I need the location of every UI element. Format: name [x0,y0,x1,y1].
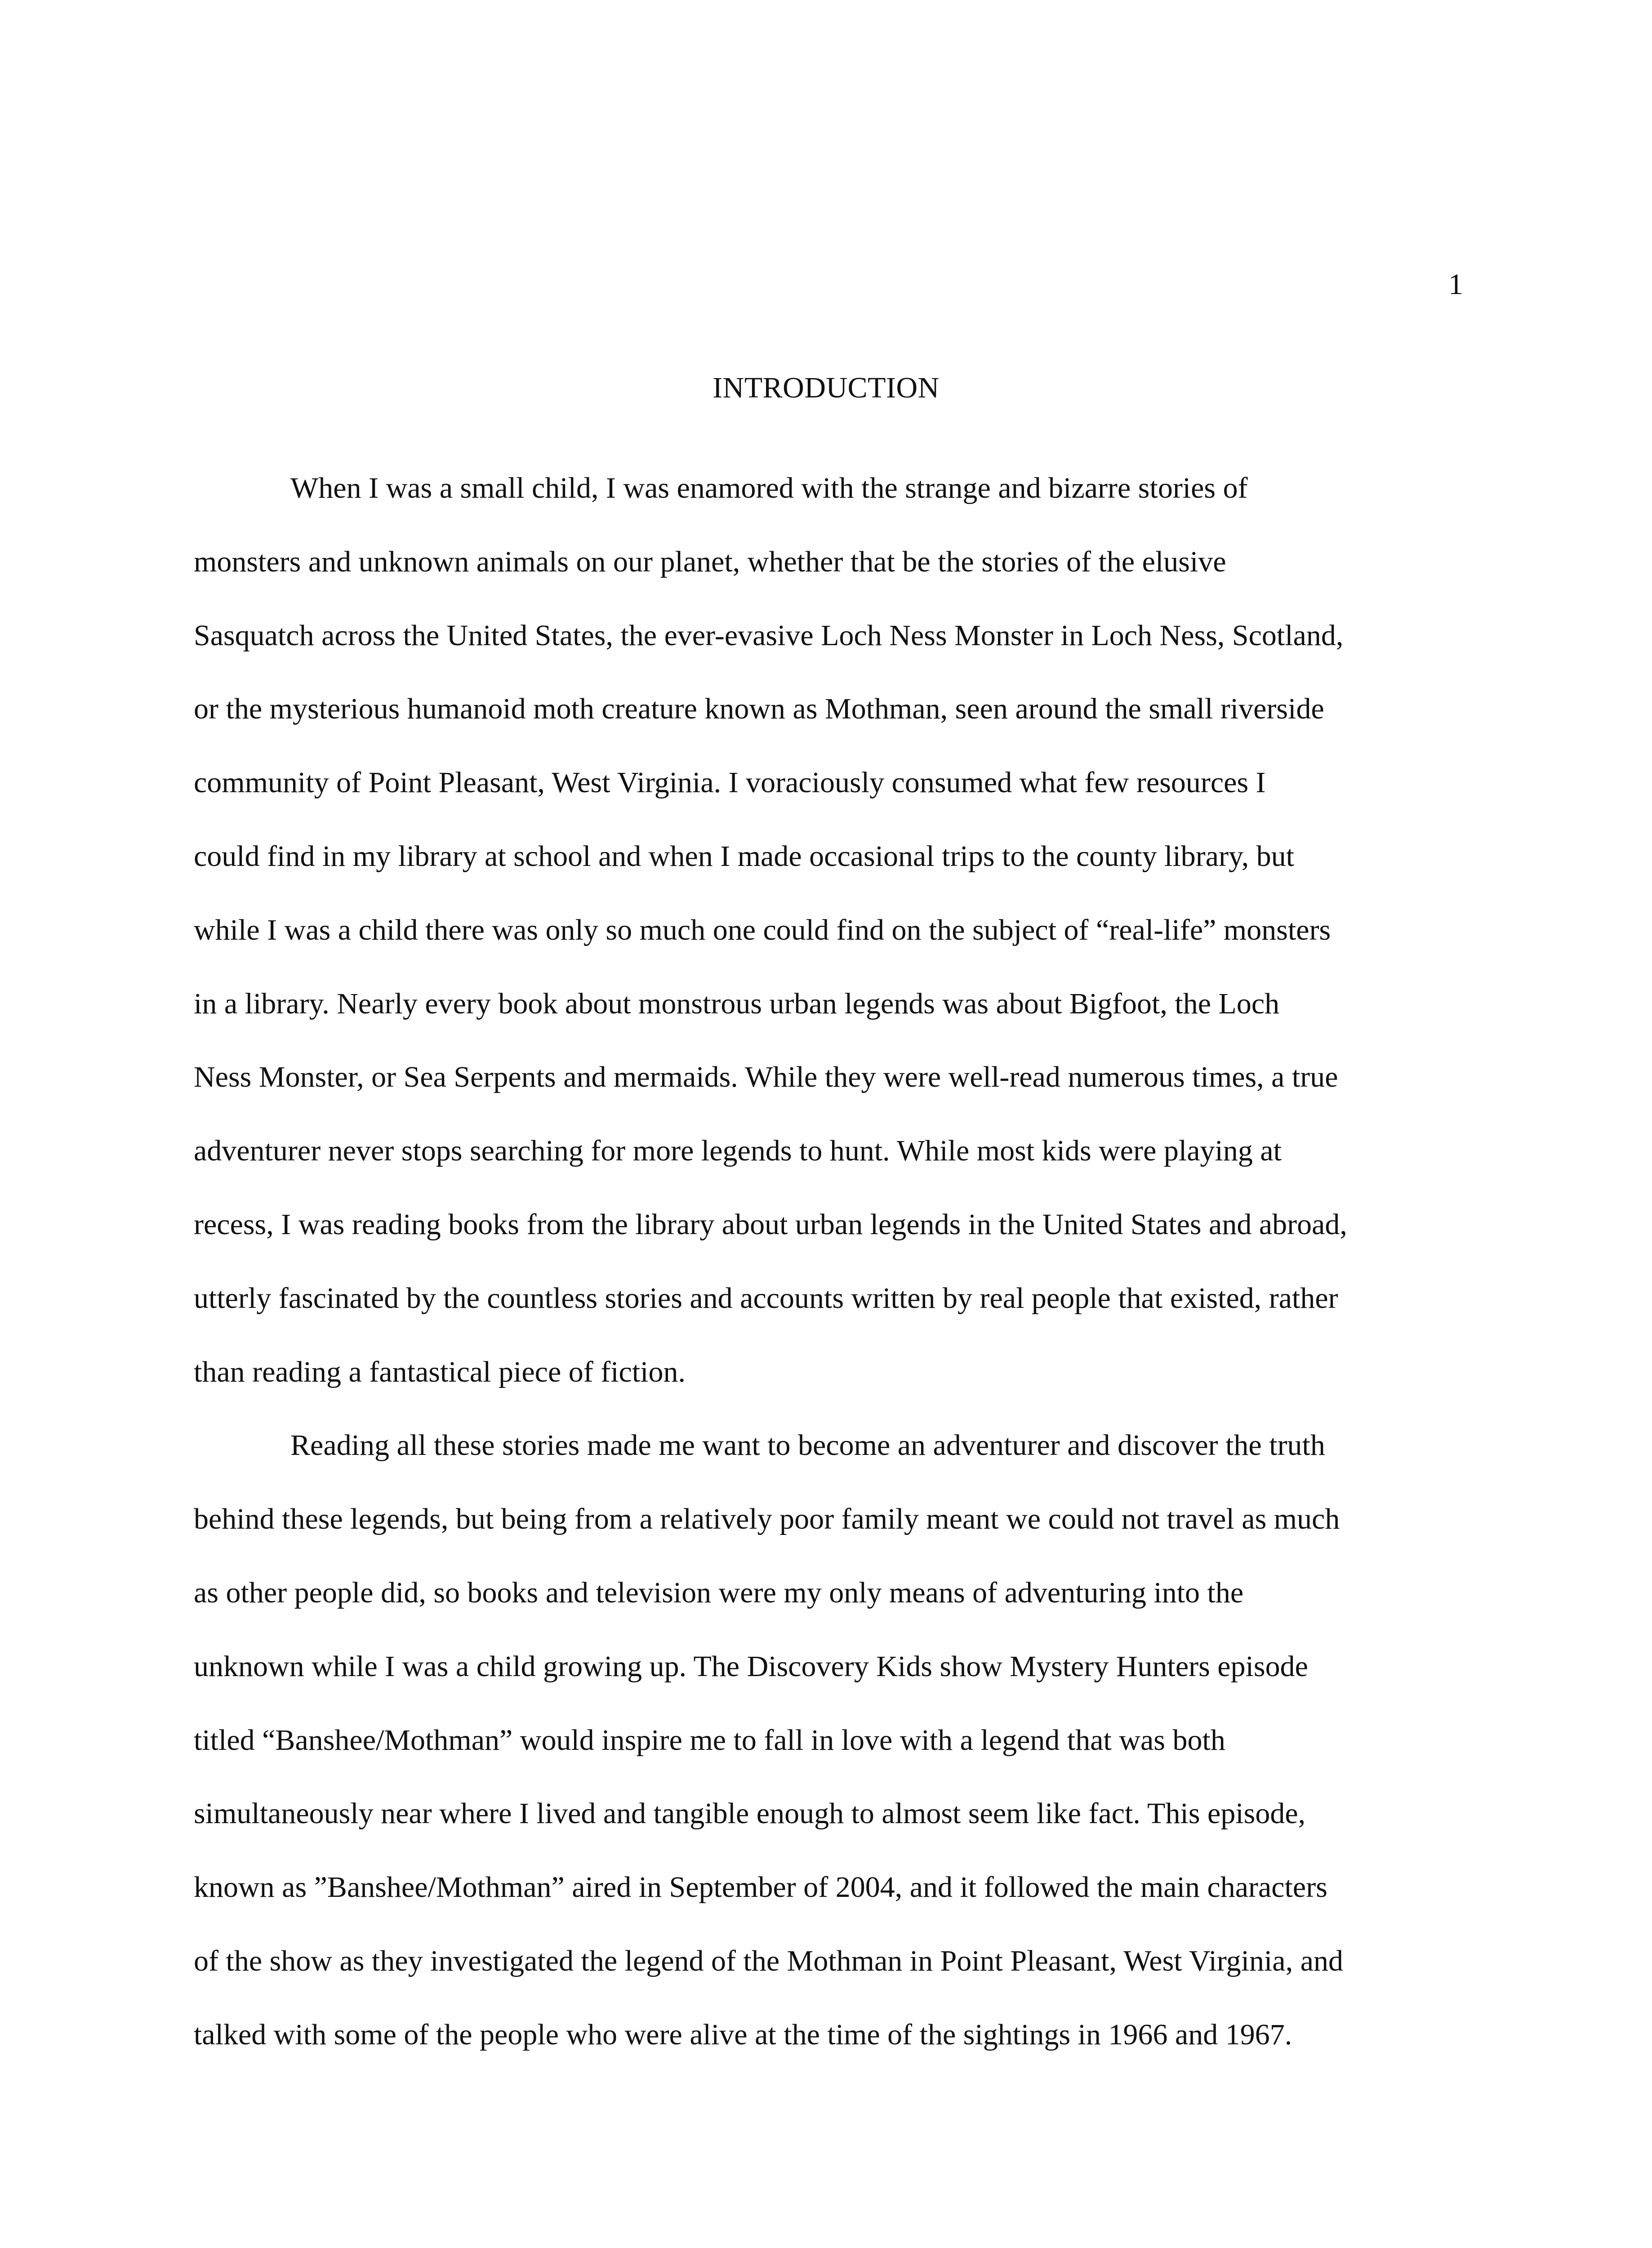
body-text [194,451,1458,2072]
paragraph-line: of the show as they investigated the legend of the Mothman in Point Pleasant, West Virginia, and [194,1944,1343,1977]
chapter-title: INTRODUCTION [712,371,940,404]
paragraph-line: recess, I was reading books from the library about urban legends in the United States and abroad, [194,1208,1347,1241]
paragraph-line: could find in my library at school and when I made occasional trips to the county library, but [194,839,1295,873]
paragraph-1 [194,451,1458,1409]
page-number: 1 [1448,268,1463,301]
paragraph-line: while I was a child there was only so much one could find on the subject of “real-life” monsters [194,913,1331,946]
paragraph-line: talked with some of the people who were alive at the time of the sightings in 1966 and 1967. [194,2018,1292,2051]
paragraph-line: utterly fascinated by the countless stories and accounts written by real people that existed, rather [194,1281,1338,1315]
paragraph-line: or the mysterious humanoid moth creature known as Mothman, seen around the small riverside [194,692,1324,726]
paragraph-line: simultaneously near where I lived and tangible enough to almost seem like fact. This episode, [194,1797,1306,1830]
paragraph-line: as other people did, so books and television were my only means of adventuring into the [194,1576,1244,1609]
paragraph-2 [194,1409,1458,2071]
paragraph-line: than reading a fantastical piece of fiction. [194,1355,686,1388]
paragraph-line: community of Point Pleasant, West Virginia. I voraciously consumed what few resources I [194,766,1266,799]
paragraph-line: unknown while I was a child growing up. The Discovery Kids show Mystery Hunters episode [194,1650,1308,1683]
paragraph-line: adventurer never stops searching for more legends to hunt. While most kids were playing at [194,1134,1282,1168]
paragraph-line: Sasquatch across the United States, the ever-evasive Loch Ness Monster in Loch Ness, Scotland, [194,619,1344,652]
paragraph-line: monsters and unknown animals on our planet, whether that be the stories of the elusive [194,545,1226,578]
paragraph-line: When I was a small child, I was enamored with the strange and bizarre stories of [290,472,1248,504]
paragraph-line: Ness Monster, or Sea Serpents and mermaids. While they were well-read numerous times, a true [194,1061,1338,1094]
paragraph-line: known as ”Banshee/Mothman” aired in September of 2004, and it followed the main characters [194,1871,1327,1904]
paragraph-line: behind these legends, but being from a relatively poor family meant we could not travel as much [194,1503,1340,1536]
paragraph-line: Reading all these stories made me want to become an adventurer and discover the truth [290,1429,1325,1462]
paragraph-line: in a library. Nearly every book about monstrous urban legends was about Bigfoot, the Loch [194,987,1280,1020]
paragraph-line: titled “Banshee/Mothman” would inspire me to fall in love with a legend that was both [194,1723,1225,1757]
